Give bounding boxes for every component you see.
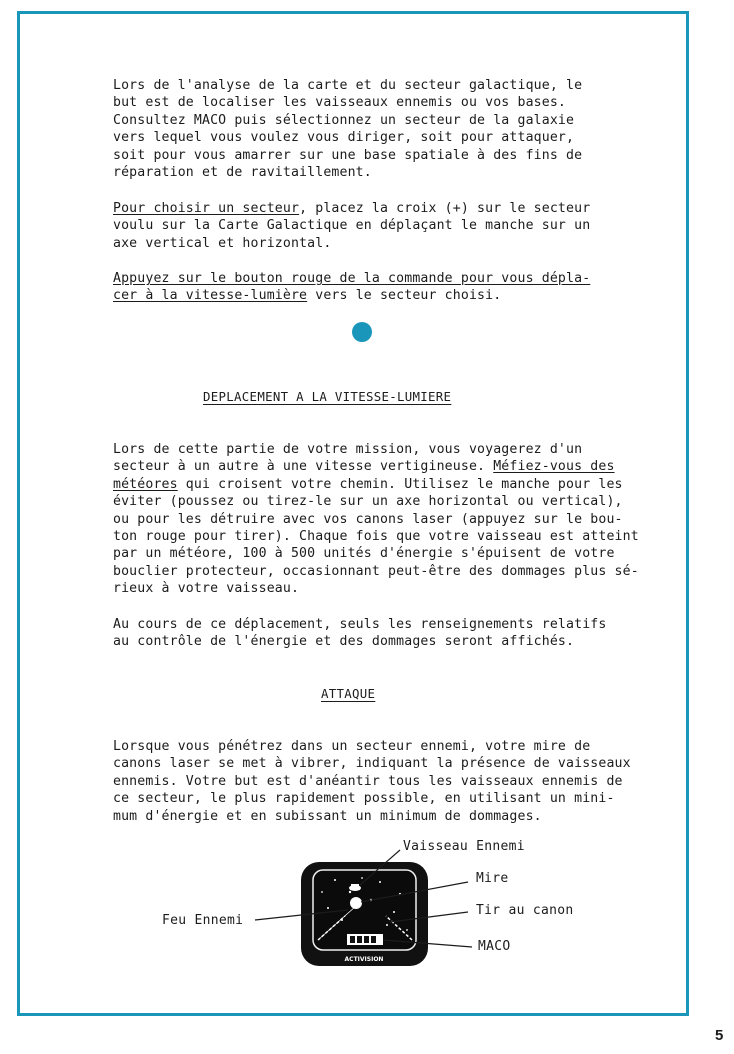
label-maco: MACO [478,939,511,954]
choose-sector-line2: voulu sur la Carte Galactique en déplaçant le manche sur un [113,218,591,234]
red-button-line1: Appuyez sur le bouton rouge de la commande pour vous dépla- [113,271,591,286]
intro-line: vers lequel vous voulez vous diriger, soit pour attaquer, [113,130,575,146]
lightspeed-para2-line: Au cours de ce déplacement, seuls les renseignements relatifs [113,617,607,632]
lightspeed-warning-underlined: Méfiez-vous des [493,459,615,475]
label-enemy-fire: Feu Ennemi [162,913,244,928]
red-button-paragraph [113,270,683,305]
choose-sector-paragraph [113,200,683,252]
attack-line: Lorsque vous pénétrez dans un secteur ennemi, votre mire de [113,739,591,754]
intro-line: réparation et de ravitaillement. [113,165,372,181]
label-enemy-ship: Vaisseau Ennemi [403,839,525,854]
attack-line: canons laser se met à vibrer, indiquant la présence de vaisseaux [113,756,631,772]
red-button-line2-underlined: cer à la vitesse-lumière [113,288,308,304]
attack-line: ce secteur, le plus rapidement possible, en utilisant un mini- [113,791,615,807]
attack-paragraph [113,738,683,825]
lightspeed-line: Lors de cette partie de votre mission, vous voyagerez d'un [113,442,583,457]
lightspeed-meteors-underlined: météores [113,476,178,492]
label-cannon-fire: Tir au canon [476,903,574,918]
lightspeed-heading: DEPLACEMENT A LA VITESSE-LUMIERE [203,389,452,404]
lightspeed-line: ou pour les détruire avec vos canons laser (appuyez sur le bou- [113,511,623,527]
lightspeed-line2-start: secteur à un autre à une vitesse vertigineuse. [113,459,494,475]
attack-line: mum d'énergie et en subissant un minimum de dommages. [113,808,542,824]
red-button-line2-rest: vers le secteur choisi. [307,288,502,304]
lightspeed-para2-line: au contrôle de l'énergie et des dommages seront affichés. [113,634,575,650]
section-dot [352,322,372,342]
intro-line: but est de localiser les vaisseaux ennemis ou vos bases. [113,95,567,111]
lightspeed-line3-rest: qui croisent votre chemin. Utilisez le manche pour les [177,476,623,492]
lightspeed-paragraph-2 [113,616,683,651]
choose-sector-underlined: Pour choisir un secteur [113,201,300,216]
screen-diagram [150,830,610,980]
intro-paragraph [113,77,683,181]
intro-line: Consultez MACO puis sélectionnez un secteur de la galaxie [113,112,575,128]
lightspeed-paragraph [113,441,683,598]
lightspeed-line: ton rouge pour tirer). Chaque fois que votre vaisseau est atteint [113,529,639,545]
lightspeed-line: par un météore, 100 à 500 unités d'énergie s'épuisent de votre [113,546,615,562]
label-sight: Mire [476,871,509,886]
page-number: 5 [715,1027,724,1044]
sight-sprite [350,897,362,909]
choose-sector-line1-rest: , placez la croix (+) sur le secteur [299,201,591,216]
choose-sector-line3: axe vertical et horizontal. [113,235,332,251]
lightspeed-line: éviter (poussez ou tirez-le sur un axe horizontal ou vertical), [113,494,623,510]
lightspeed-line: rieux à votre vaisseau. [113,581,300,597]
screen-brand: ACTIVISION [344,956,384,963]
lightspeed-line: bouclier protecteur, occasionnant peut-être des dommages plus sé- [113,563,639,579]
attack-line: ennemis. Votre but est d'anéantir tous les vaisseaux ennemis de [113,773,623,789]
intro-line: Lors de l'analyse de la carte et du secteur galactique, le [113,78,583,93]
intro-line: soit pour vous amarrer sur une base spatiale à des fins de [113,147,583,163]
attack-heading: ATTAQUE [321,686,376,701]
